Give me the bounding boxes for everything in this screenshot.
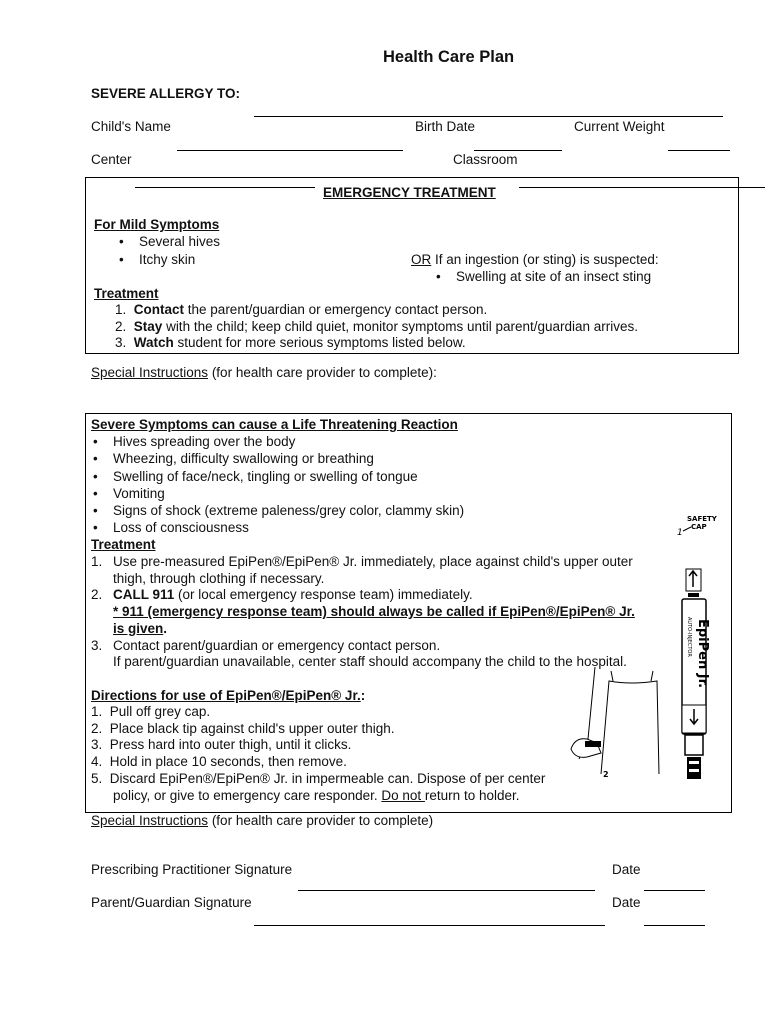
prescriber-signature-label: Prescribing Practitioner Signature — [91, 862, 293, 877]
parent-date-line[interactable] — [644, 925, 705, 926]
ingestion-text: If an ingestion (or sting) is suspected: — [431, 252, 659, 267]
center-label: Center — [91, 152, 132, 167]
directions-heading: Directions for use of EpiPen®/EpiPen® Jr.: — [91, 688, 366, 703]
severe-symptom-item: • Swelling of face/neck, tingling or swelling of tongue — [113, 469, 418, 484]
epipen-brand-text: EpiPen Jr. — [695, 619, 710, 689]
severe-symptom-item: • Hives spreading over the body — [113, 434, 295, 449]
severe-911-note: * 911 (emergency response team) should always be called if EpiPen®/EpiPen® Jr. — [113, 604, 635, 619]
direction-step: 1. Pull off grey cap. — [91, 704, 211, 719]
special-instructions-1: Special Instructions (for health care provider to complete): — [91, 365, 437, 380]
severe-step-num: 2. — [91, 587, 103, 602]
severe-step-3: Contact parent/guardian or emergency contact person. — [113, 638, 441, 653]
mild-symptom-item: • Several hives — [139, 234, 220, 249]
severe-step-3-cont: If parent/guardian unavailable, center staff should accompany the child to the hospital. — [113, 654, 627, 669]
mild-symptoms-heading: For Mild Symptoms — [94, 217, 220, 232]
severe-symptoms-box — [85, 413, 732, 813]
ingestion-note — [411, 252, 659, 267]
severe-step-num: 1. — [91, 554, 103, 569]
severe-allergy-label: SEVERE ALLERGY TO: — [91, 86, 241, 101]
direction-step: 5. Discard EpiPen®/EpiPen® Jr. in impermeable can. Dispose of per center — [91, 771, 546, 786]
direction-step: 4. Hold in place 10 seconds, then remove. — [91, 754, 347, 769]
mild-symptom-item: • Itchy skin — [139, 252, 195, 267]
severe-symptom-item: • Loss of consciousness — [113, 520, 249, 535]
step-1-marker: 1 — [677, 528, 683, 538]
severe-allergy-line[interactable] — [254, 116, 723, 117]
severe-symptoms-heading: Severe Symptoms can cause a Life Threatening Reaction — [91, 417, 458, 432]
page-title: Health Care Plan — [383, 48, 515, 66]
parent-signature-label: Parent/Guardian Signature — [91, 895, 252, 910]
birth-date-line[interactable] — [474, 150, 562, 151]
birth-date-label: Birth Date — [415, 119, 476, 134]
severe-treatment-heading: Treatment — [91, 537, 156, 552]
autoinjector-text: AUTO-INJECTOR — [686, 617, 692, 657]
safety-cap-label: SAFETY — [687, 515, 717, 523]
emergency-treatment-heading: EMERGENCY TREATMENT — [323, 185, 496, 200]
severe-911-note-cont: is given. — [113, 621, 168, 636]
emergency-treatment-box — [85, 177, 739, 354]
parent-signature-line[interactable] — [254, 925, 605, 926]
epipen-illustration — [561, 509, 731, 809]
step-2-marker: 2 — [603, 770, 609, 779]
current-weight-line[interactable] — [668, 150, 730, 151]
or-label: OR — [411, 252, 432, 267]
parent-date-label: Date — [612, 895, 641, 910]
classroom-line[interactable] — [519, 187, 765, 188]
severe-step-1-cont: thigh, through clothing if necessary. — [113, 571, 325, 586]
special-instructions-2: Special Instructions (for health care provider to complete) — [91, 813, 434, 828]
prescriber-date-label: Date — [612, 862, 641, 877]
severe-symptom-item: • Vomiting — [113, 486, 165, 501]
direction-step: 2. Place black tip against child's upper outer thigh. — [91, 721, 395, 736]
classroom-label: Classroom — [453, 152, 518, 167]
severe-symptom-item: • Signs of shock (extreme paleness/grey color, clammy skin) — [113, 503, 464, 518]
childs-name-label: Child's Name — [91, 119, 171, 134]
safety-cap-label-2: CAP — [691, 523, 707, 531]
mild-treatment-heading: Treatment — [94, 286, 159, 301]
severe-step-1: Use pre-measured EpiPen®/EpiPen® Jr. immediately, place against child's upper outer — [113, 554, 633, 569]
prescriber-signature-line[interactable] — [298, 890, 595, 891]
mild-treatment-step: 3. Watch student for more serious symptoms listed below. — [115, 335, 466, 350]
sting-item: • Swelling at site of an insect sting — [456, 269, 651, 284]
prescriber-date-line[interactable] — [644, 890, 705, 891]
current-weight-label: Current Weight — [574, 119, 665, 134]
severe-step-num: 3. — [91, 638, 103, 653]
severe-symptom-item: • Wheezing, difficulty swallowing or breathing — [113, 451, 374, 466]
center-line[interactable] — [135, 187, 315, 188]
direction-step: 3. Press hard into outer thigh, until it clicks. — [91, 737, 352, 752]
direction-step-cont: policy, or give to emergency care responder. Do not return to holder. — [113, 788, 520, 803]
childs-name-line[interactable] — [177, 150, 403, 151]
mild-treatment-step: 1. Contact the parent/guardian or emergency contact person. — [115, 302, 488, 317]
mild-treatment-step: 2. Stay with the child; keep child quiet, monitor symptoms until parent/guardian arrives. — [115, 319, 639, 334]
severe-step-2: CALL 911 (or local emergency response team) immediately. — [113, 587, 473, 602]
